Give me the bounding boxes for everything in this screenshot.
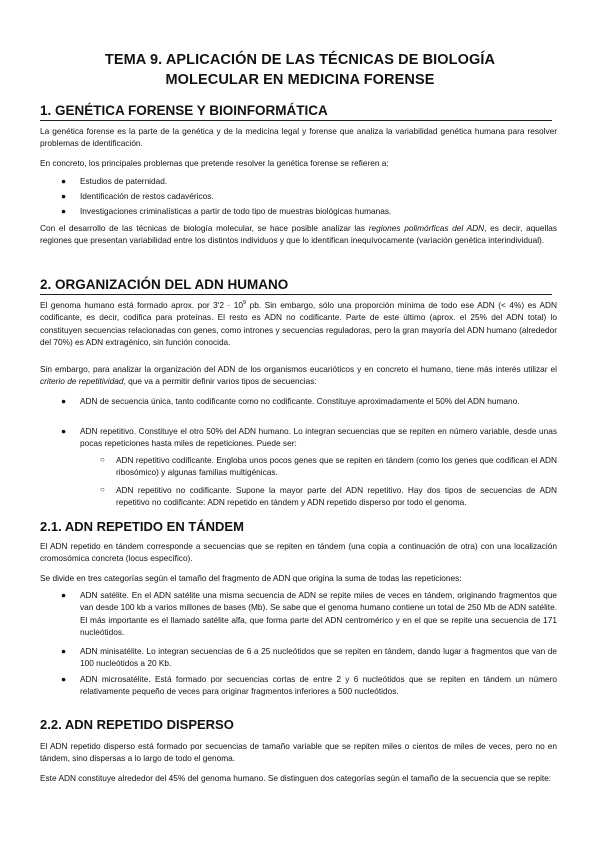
superscript: 9	[243, 300, 247, 307]
text-run: ADN satélite. En el ADN satélite una misma secuencia de ADN se repite miles de veces en tándem, originando fragmentos que van desde 100 kb a varios millones de bases (Mb). Se sabe que el genoma humano contiene un total de 250 Mb de ADN satélite. El más importante es el llamado	[80, 590, 557, 625]
section-2-bullet-1: ADN de secuencia única, tanto codificante como no codificante. Constituye aproximadamente el 50% del ADN humano.	[80, 396, 520, 406]
sub-bullet-circle: ○	[100, 485, 105, 494]
text-run: , es decir, aquellas regiones que presentan variabilidad entre los distintos individuos y que lo identifican inequívocamente (variación genética interindividual).	[40, 223, 557, 246]
section-2-paragraph-1	[40, 299, 557, 349]
emphasis-text: ADN repetido en tándem	[207, 497, 299, 508]
section-2-1-paragraph-2: Se divide en tres categorías según el tamaño del fragmento de ADN que origina la suma de todas las repeticiones:	[40, 573, 462, 583]
text-run: pb. Sin embargo, sólo una proporción mínima de todo ese ADN (< 4%) es ADN codificante, es decir, codifica para proteínas. El resto es ADN no codificante. Parte de este último (aprox. el 25% del ADN total) lo constituyen secuencias relacionadas con genes, como intrones y secuencias reguladoras, pero la gran mayoría del ADN humano (alrededor del 70%) es ADN extragénico, sin función conocida.	[40, 300, 557, 348]
bullet-dot: ●	[61, 646, 67, 656]
section-2-2-paragraph-2: Este ADN constituye alrededor del 45% del genoma humano. Se distinguen dos categorías según el tamaño de la secuencia que se repite:	[40, 773, 552, 783]
emphasis-text: satélite alfa	[202, 614, 245, 625]
section-2-sub-bullet-2	[116, 484, 557, 509]
section-2-heading: 2. ORGANIZACIÓN DEL ADN HUMANO	[40, 277, 552, 295]
emphasis-text: ADN repetido disperso por todo el genoma	[306, 497, 465, 508]
section-1-bullet-2: Identificación de restos cadavéricos.	[80, 191, 214, 201]
section-2-1-paragraph-1: El ADN repetido en tándem corresponde a secuencias que se repiten en tándem (una copia a continuación de otra) con una localización cromosómica concreta (locus específico).	[40, 541, 557, 564]
section-1-paragraph-1: La genética forense es la parte de la genética y de la medicina legal y forense que analiza la variabilidad genética humana para resolver problemas de identificación.	[40, 126, 557, 149]
bullet-dot: ●	[61, 396, 67, 406]
section-2-sub-bullet-1: ADN repetitivo codificante. Engloba unos pocos genes que se repiten en tándem (como los genes que codifican el ADN ribosómico) y algunas familias multigénicas.	[116, 455, 557, 478]
bullet-dot: ●	[61, 206, 67, 216]
section-2-paragraph-2	[40, 363, 557, 388]
emphasis-text: regiones polimórficas del ADN	[368, 223, 485, 233]
bullet-dot: ●	[61, 426, 67, 436]
text-run: , que va a permitir definir varios tipos de secuencias:	[123, 376, 317, 387]
section-1-paragraph-2: En concreto, los principales problemas que pretende resolver la genética forense se refieren a:	[40, 158, 389, 168]
document-title	[40, 50, 560, 90]
title-line-2: MOLECULAR EN MEDICINA FORENSE	[165, 72, 435, 88]
bullet-dot: ●	[61, 590, 67, 600]
section-2-2-paragraph-1: El ADN repetido disperso está formado por secuencias de tamaño variable que se repiten miles o cientos de miles de veces, pero no en tándem, sino dispersas a lo largo de todo el genoma.	[40, 741, 557, 764]
bullet-dot: ●	[61, 674, 67, 684]
sub-bullet-circle: ○	[100, 455, 105, 464]
section-2-bullet-2: ADN repetitivo. Constituye el otro 50% del ADN humano. Lo integran secuencias que se repiten en número variable, desde unas pocas repeticiones hasta miles de repeticiones. Puede ser:	[80, 426, 557, 449]
title-line-1: TEMA 9. APLICACIÓN DE LAS TÉCNICAS DE BIOLOGÍA	[104, 52, 496, 68]
bullet-dot: ●	[61, 191, 67, 201]
section-2-1-bullet-3: ADN microsatélite. Está formado por secuencias cortas de entre 2 y 6 nucleótidos que se repiten en tándem un número relativamente pequeño de veces para originar fragmentos inferiores a 500 nucleótidos.	[80, 674, 557, 697]
emphasis-text: criterio de repetitividad	[40, 376, 124, 387]
text-run: Sin embargo, para analizar la organización del ADN de los organismos eucarióticos y en concreto el humano, tiene más interés utilizar el	[40, 364, 557, 374]
text-run: , que forma parte del ADN centromérico y en el que se repite una secuencia de 171 nucleótidos.	[80, 614, 557, 638]
section-1-bullet-1: Estudios de paternidad.	[80, 176, 168, 186]
text-run: y	[298, 497, 307, 508]
section-2-1-bullet-2: ADN minisatélite. Lo integran secuencias de 6 a 25 nucleótidos que se repiten en tándem, dando lugar a fragmentos que van de 100 nucleótidos a 20 Kb.	[80, 646, 557, 669]
section-2-1-bullet-1	[80, 589, 557, 639]
section-2-2-heading: 2.2. ADN REPETIDO DISPERSO	[40, 717, 234, 732]
text-run: ADN repetitivo no codificante. Supone la mayor parte del ADN repetitivo. Hay dos tipos de secuencias de ADN repetitivo no codificante:	[116, 485, 557, 508]
text-run: .	[464, 497, 467, 508]
section-1-paragraph-3	[40, 222, 557, 247]
bullet-dot: ●	[61, 176, 67, 186]
text-run: Con el desarrollo de las técnicas de biología molecular, se hace posible analizar las	[40, 223, 369, 233]
section-1-heading: 1. GENÉTICA FORENSE Y BIOINFORMÁTICA	[40, 103, 552, 121]
section-2-1-heading: 2.1. ADN REPETIDO EN TÁNDEM	[40, 519, 244, 534]
text-run: El genoma humano está formado aprox. por 3'2 · 10	[40, 300, 244, 310]
section-1-bullet-3: Investigaciones criminalísticas a partir de todo tipo de muestras biológicas humanas.	[80, 206, 392, 216]
